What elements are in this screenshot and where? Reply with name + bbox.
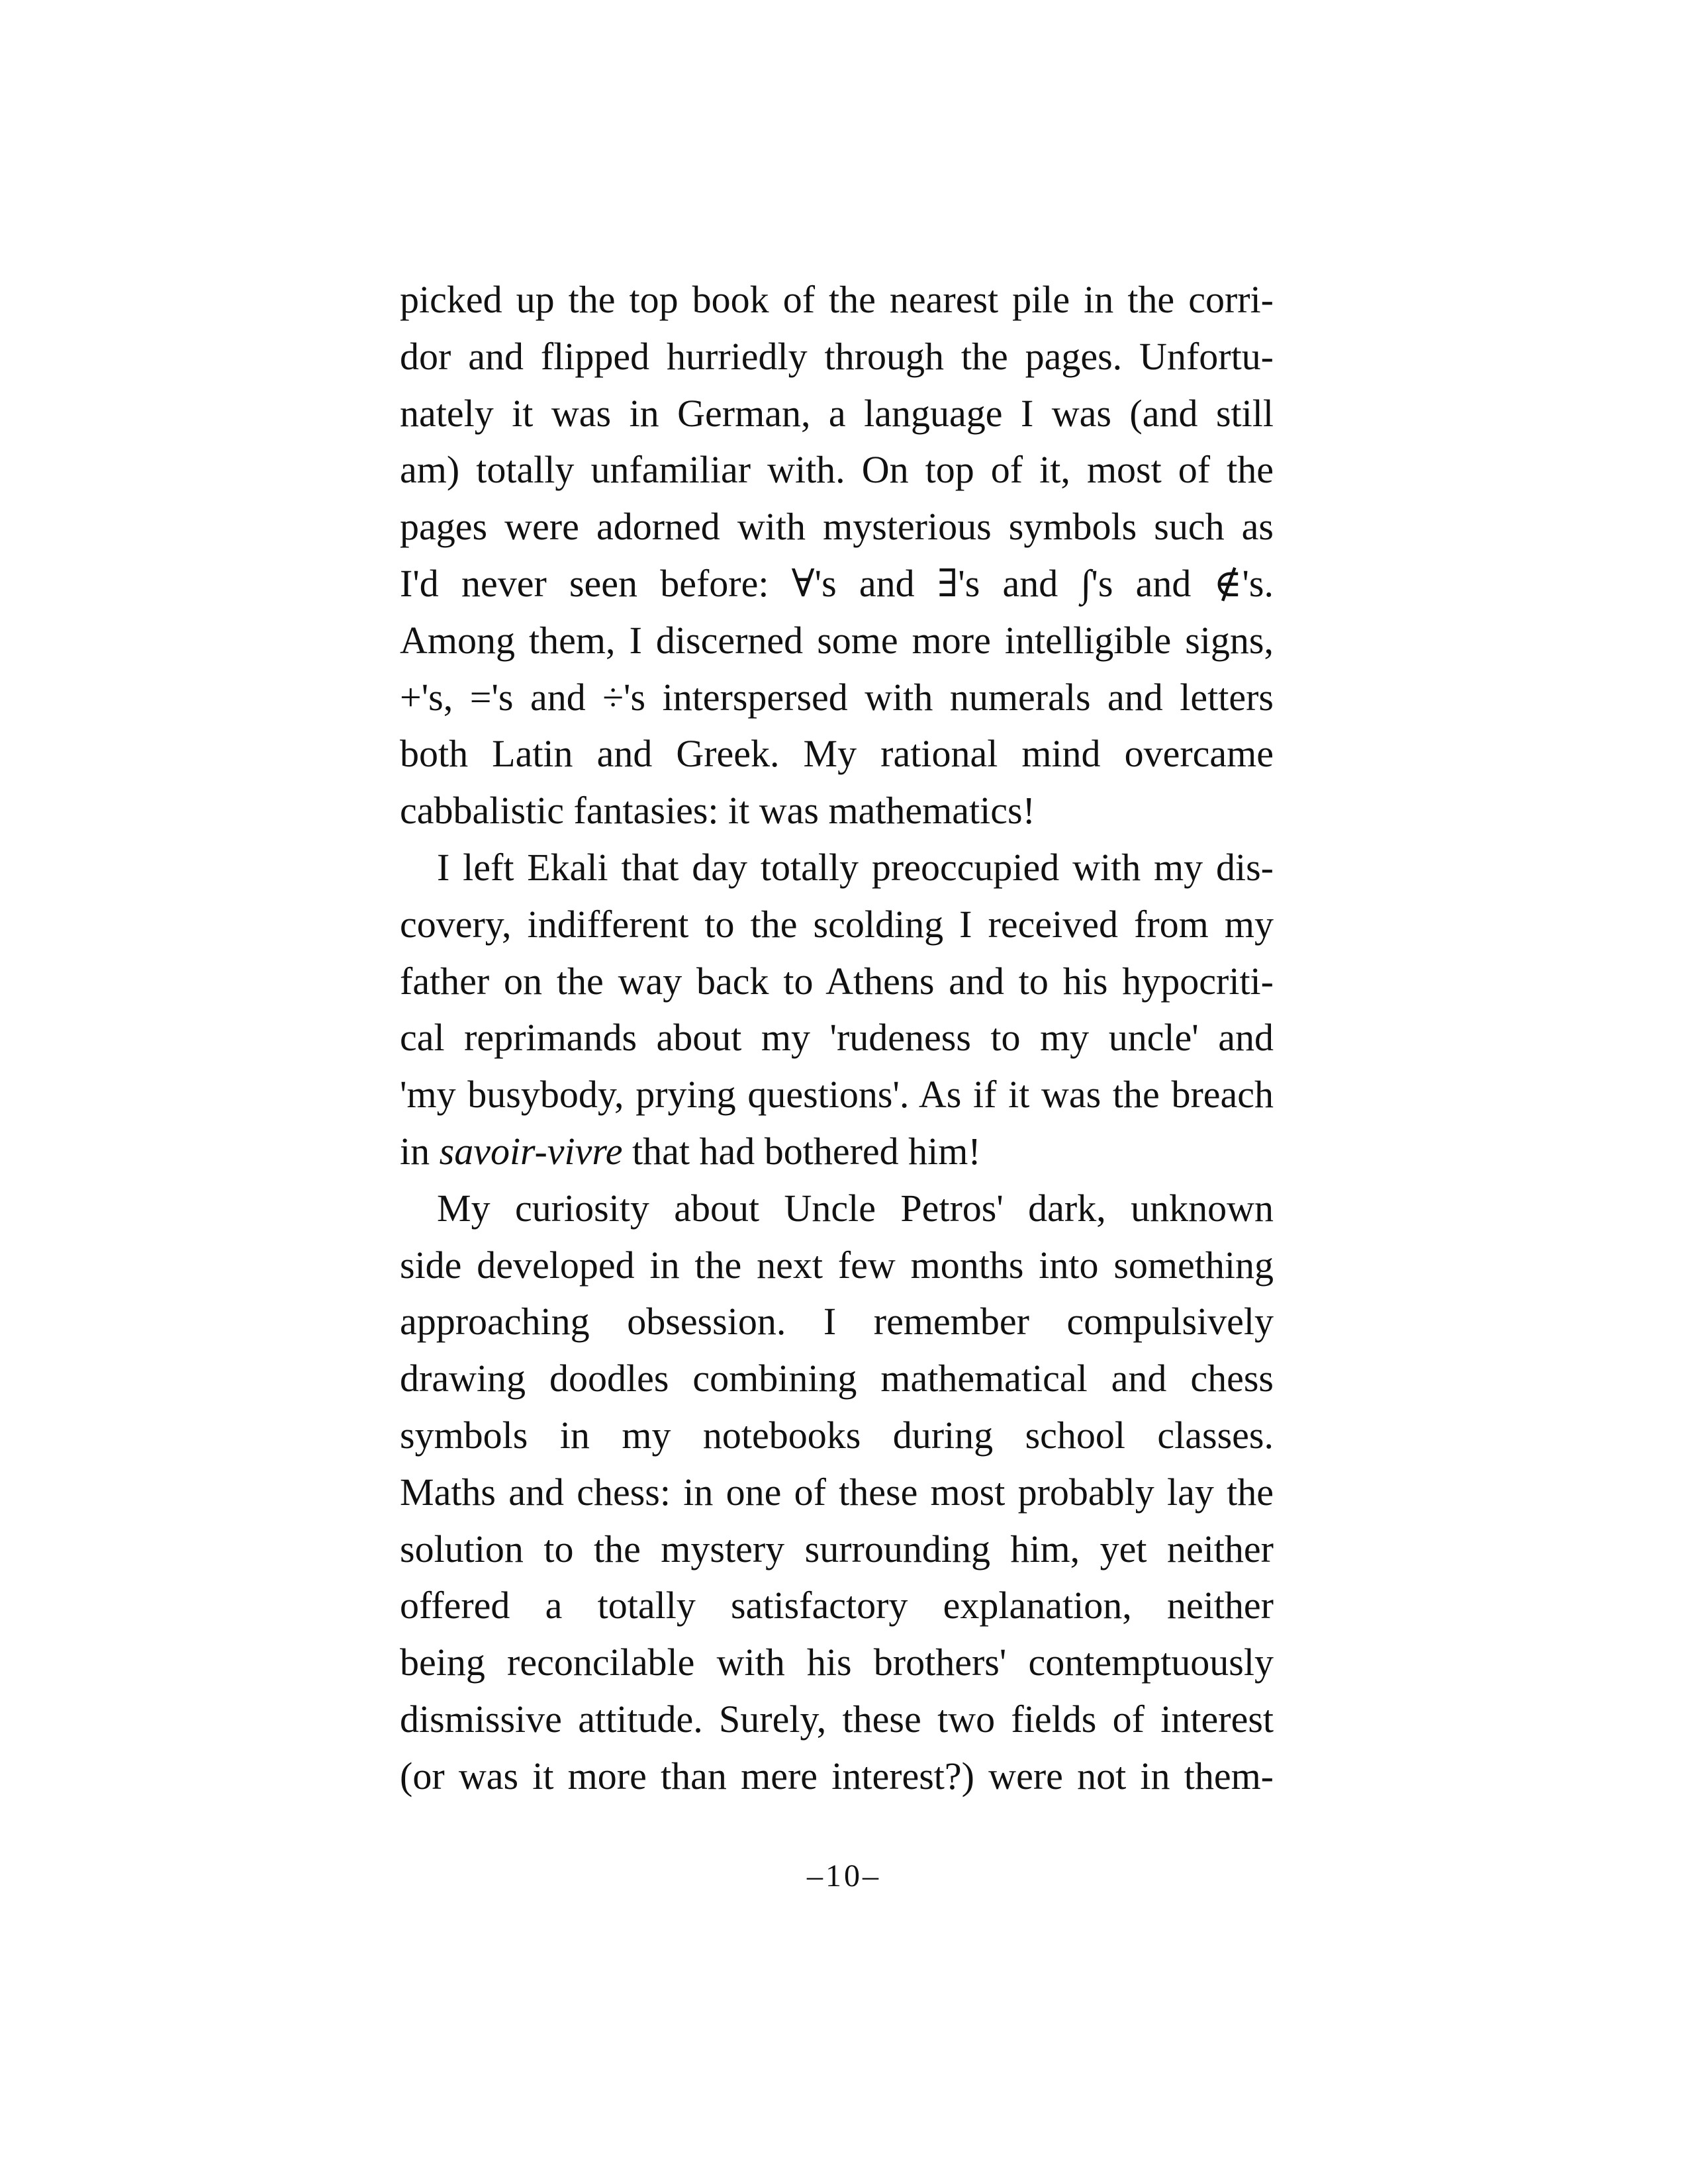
text-line: cabbalistic fantasies: it was mathematics! (400, 789, 1035, 833)
text-line: am) totally unfamiliar with. On top of it, most of the (400, 448, 1274, 492)
text-line: (or was it more than mere interest?) were not in them- (400, 1754, 1274, 1797)
text-line: My curiosity about Uncle Petros' dark, unknown (437, 1186, 1274, 1230)
text-line: offered a totally satisfactory explanation, neither (400, 1584, 1274, 1627)
text-fragment: that had bothered him! (622, 1129, 981, 1173)
text-line: both Latin and Greek. My rational mind overcame (400, 732, 1274, 776)
text-line: drawing doodles combining mathematical and chess (400, 1357, 1274, 1400)
italic-phrase: savoir-vivre (439, 1129, 623, 1173)
text-line-mixed (400, 1123, 1274, 1180)
text-line: 'my busybody, prying questions'. As if it was the breach (400, 1073, 1274, 1116)
text-line: I left Ekali that day totally preoccupied with my dis- (437, 845, 1274, 889)
text-line: dismissive attitude. Surely, these two fields of interest (400, 1697, 1274, 1741)
text-line: being reconcilable with his brothers' contemptuously (400, 1641, 1274, 1684)
text-line: side developed in the next few months into something (400, 1243, 1274, 1287)
text-line: picked up the top book of the nearest pile in the corri- (400, 278, 1274, 321)
text-line: dor and flipped hurriedly through the pages. Unfortu- (400, 334, 1274, 378)
text-line: symbols in my notebooks during school classes. (400, 1413, 1274, 1457)
text-fragment: in (400, 1129, 440, 1173)
text-line: I'd never seen before: ∀'s and ∃'s and ∫'s and ∉'s. (400, 561, 1274, 605)
text-line: father on the way back to Athens and to his hypocriti- (400, 959, 1274, 1003)
text-line: cal reprimands about my 'rudeness to my uncle' and (400, 1016, 1274, 1060)
text-line: pages were adorned with mysterious symbols such as (400, 505, 1274, 549)
text-line: approaching obsession. I remember compulsively (400, 1300, 1274, 1343)
text-line: Among them, I discerned some more intelligible signs, (400, 618, 1274, 662)
body-text (400, 271, 1274, 1805)
text-line: +'s, ='s and ÷'s interspersed with numerals and letters (400, 675, 1274, 719)
text-line: solution to the mystery surrounding him, yet neither (400, 1527, 1274, 1570)
page-number: –10– (807, 1858, 881, 1893)
text-line: nately it was in German, a language I was (and still (400, 391, 1274, 435)
text-line: covery, indifferent to the scolding I received from my (400, 902, 1274, 946)
text-line: Maths and chess: in one of these most probably lay the (400, 1470, 1274, 1514)
